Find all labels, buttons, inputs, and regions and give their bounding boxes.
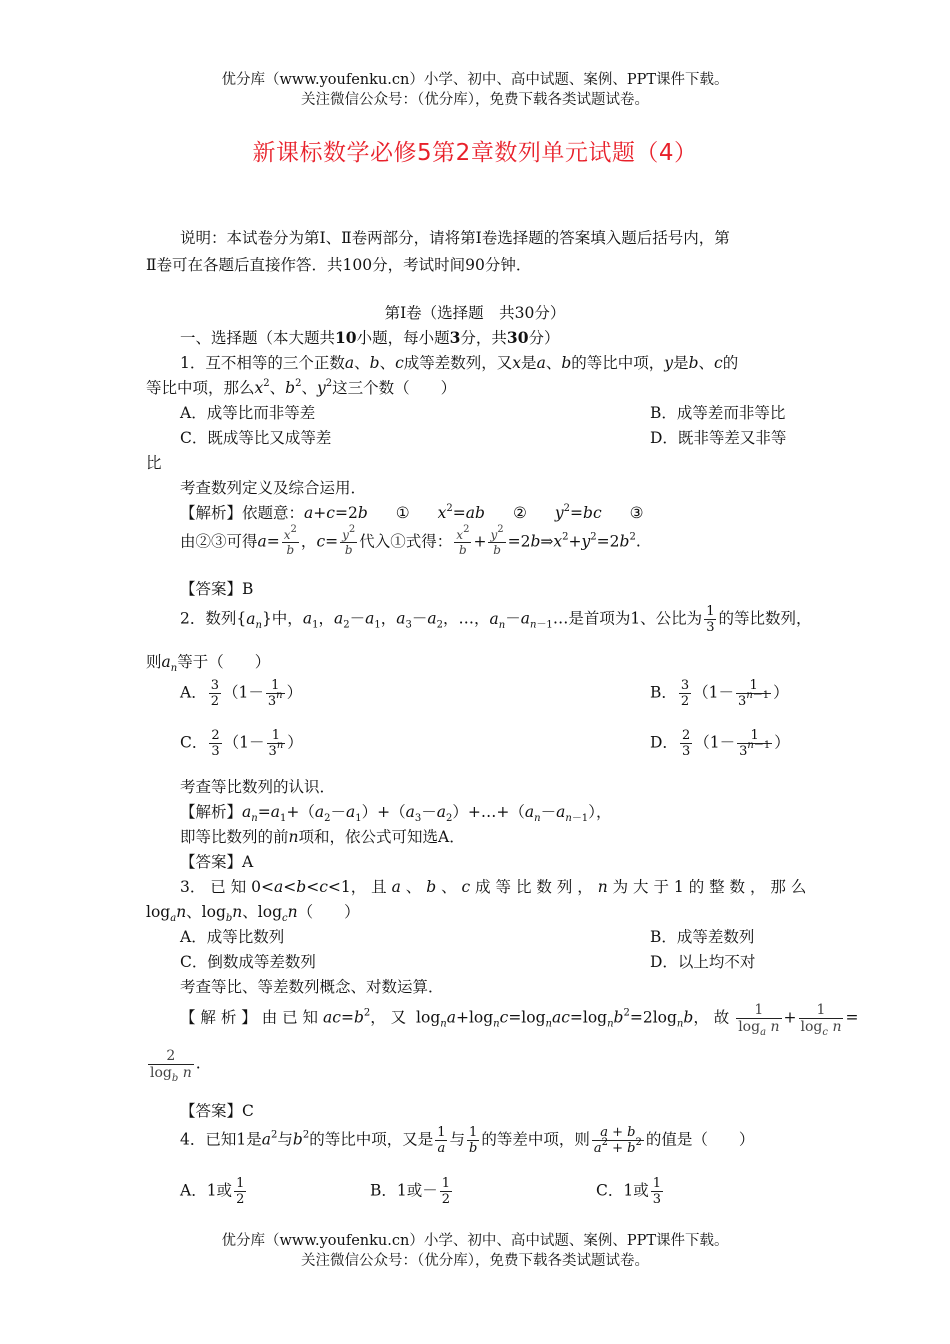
section-heading: 一、选择题（本大题共10小题，每小题3分，共30分）	[180, 328, 560, 347]
q3-analysis-result: $\frac{2}{\log_b n}$ .	[150, 1048, 201, 1084]
q2-explain: 即等比数列的前n项和，依公式可知选A．	[180, 828, 465, 846]
q1-stem-line-2: 等比中项，那么$x^2$、$b^2$、$y^2$这三个数（ ）	[146, 378, 457, 397]
q3-answer: 【答案】C	[180, 1102, 254, 1120]
q2-answer: 【答案】A	[180, 853, 254, 871]
footer-line-2: 关注微信公众号：（优分库），免费下载各类试题试卷。	[301, 1253, 649, 1269]
q4-option-b: B．1或－ $\frac{1}{2}$	[370, 1176, 451, 1207]
q1-stem-line-1: 1．互不相等的三个正数a、b、c成等差数列，又x是a、b的等比中项，y是b、c的	[180, 354, 739, 372]
q1-option-d: D．既非等差又非等	[650, 429, 787, 447]
q1-answer: 【答案】B	[180, 580, 254, 598]
q3-stem-line-1: 3． 已 知 0<a<b<c<1， 且 a 、 b 、 c 成 等 比 数 列 ， n 为 大 于 1 的 整 数 ， 那 么	[180, 878, 807, 896]
q4-option-c: C．1或 $\frac{1}{3}$	[596, 1176, 662, 1207]
q2-option-b: B． $\frac{3}{2}$ （1－ $\frac{1}{3^{n-1}}$ ）	[650, 678, 789, 709]
q3-option-a: A．成等比数列	[180, 928, 285, 946]
header-line-2: 关注微信公众号：（优分库），免费下载各类试题试卷。	[301, 92, 649, 108]
q1-focus: 考查数列定义及综合运用．	[180, 479, 367, 497]
q3-option-b: B．成等差数列	[650, 928, 755, 946]
q2-analysis: 【解析】$a_n=a_1+(a_2-a_1)+(a_3-a_2)+\dots+(a_n-a_{n-1})$，	[180, 803, 612, 824]
fraction: $\frac{y^2}{b}$	[342, 524, 356, 557]
fraction: $\frac{y^2}{b}$	[490, 524, 504, 557]
fraction: $\frac{x^2}{b}$	[283, 524, 297, 557]
q2-stem-line-2: 则$a_n$等于（ ）	[146, 653, 271, 674]
q1-option-a: A．成等比而非等差	[180, 404, 316, 422]
q1-analysis: 【解析】依题意：a+c=2b ① $x^2=ab$ ② $y^2=bc$ ③	[180, 503, 644, 522]
q2-option-d: D． $\frac{2}{3}$ （1－ $\frac{1}{3^{n-1}}$ ）	[650, 728, 790, 759]
fraction-one-third: $\frac{1}{3}$	[706, 604, 715, 635]
note-line-2: Ⅱ卷可在各题后直接作答．共100分，考试时间90分钟．	[146, 256, 532, 274]
q3-analysis: 【 解 析 】 由 已 知 $ac=b^2$， 又 $\log_na+\log_nc=\log_nac=\log_nb^2=2\log_nb$， 故 $\frac{1}{\log_a n}$ + $\frac{1}{\log_c n}$ =	[180, 1002, 859, 1038]
part1-heading: 第Ⅰ卷（选择题 共30分）	[384, 304, 566, 322]
q3-stem-line-2: $\log_an$、$\log_bn$、$\log_cn$（ ）	[146, 903, 360, 924]
fraction: $\frac{x^2}{b}$	[456, 524, 470, 557]
q3-option-d: D．以上均不对	[650, 953, 756, 971]
q3-focus: 考查等比、等差数列概念、对数运算．	[180, 978, 444, 996]
q2-option-a: A． $\frac{3}{2}$ （1－ $\frac{1}{3^n}$ ）	[180, 678, 303, 709]
page-title: 新课标数学必修5第2章数列单元试题（4）	[252, 140, 698, 166]
q1-option-c: C．既成等比又成等差	[180, 429, 332, 447]
note-line-1: 说明：本试卷分为第Ⅰ、Ⅱ卷两部分，请将第Ⅰ卷选择题的答案填入题后括号内，第	[180, 229, 730, 247]
q4-option-a: A．1或 $\frac{1}{2}$	[180, 1176, 245, 1207]
q3-option-c: C．倒数成等差数列	[180, 953, 316, 971]
q2-stem-line-1: 2．数列$\{a_n\}$中，$a_1$，$a_2-a_1$，$a_3-a_2$，…，$a_n-a_{n-1}\dots$是首项为1、公比为 $\frac{1}{3}$ 的等比数列，	[180, 604, 812, 635]
q2-focus: 考查等比数列的认识．	[180, 778, 336, 796]
q4-stem: 4．已知1是$a^2$与$b^2$的等比中项，又是 $\frac{1}{a}$ 与 $\frac{1}{b}$ 的等差中项，则 $\frac{a + b}{a^2 + b^2}$ 的值是（ ）	[180, 1125, 755, 1156]
q1-option-d-wrap: 比	[146, 454, 162, 472]
q2-option-c: C． $\frac{2}{3}$ （1－ $\frac{1}{3^n}$ ）	[180, 728, 303, 759]
q1-option-b: B．成等差而非等比	[650, 404, 786, 422]
footer-line-1: 优分库（www.youfenku.cn）小学、初中、高中试题、案例、PPT课件下载。	[221, 1233, 729, 1249]
header-line-1: 优分库（www.youfenku.cn）小学、初中、高中试题、案例、PPT课件下载。	[221, 72, 729, 88]
q1-derivation: 由②③可得a= $\frac{x^2}{b}$ ，c= $\frac{y^2}{b}$ 代入①式得： $\frac{x^2}{b}$ + $\frac{y^2}{b}$ $=2b\Rightarrow x^2+y^2=2b^2$.	[180, 524, 641, 557]
